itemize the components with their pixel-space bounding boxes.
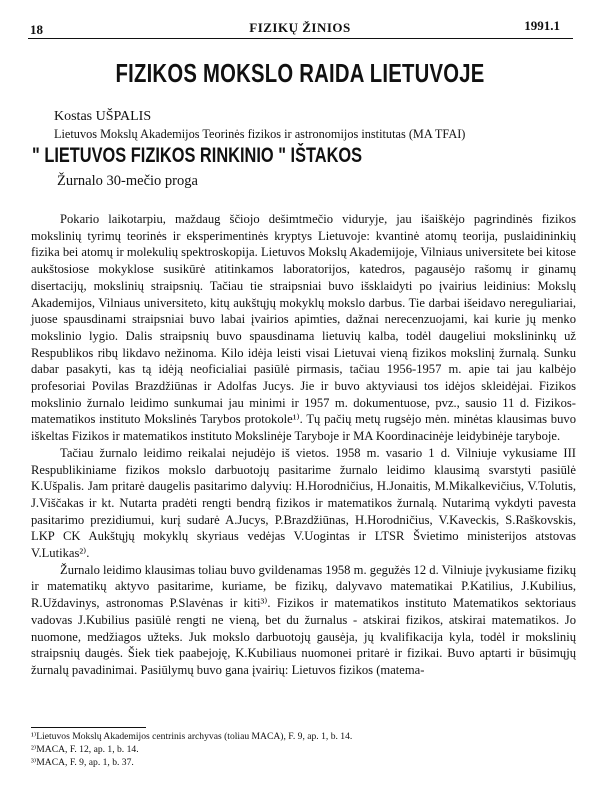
journal-name: FIZIKŲ ŽINIOS bbox=[249, 20, 351, 35]
body-paragraph: Žurnalo leidimo klausimas toliau buvo gvildenamas 1958 m. gegužės 12 d. Vilniuje įvykusiame fizikų ir matematikų aktyvo pasitarime, kuriame, be fizikų, dalyvavo matematikai P.Katilius, J.Kubilius, R.Uždavinys, astronomas P.Slavėnas ir kiti³⁾. Fizikos ir matematikos instituto Matematikos sektoriaus vadovas J.Kubilius pasiūlė rengti ne vieną, bet du žurnalus - atskirai fizikos, atskirai matematikos. Jo nuomone, medžiagos užteks. Juk mokslo darbuotojų gausėja, jų kvalifikacija kyla, todėl ir mokslinių straipsnių daugės. Šiek tiek paabejoję, K.Kubiliaus nuomonei pritarė ir fizikai. Buvo aptarti ir būsimųjų žurnalų pavadinimai. Pasiūlymų buvo gana įvairių: Lietuvos fizikos (matema- bbox=[31, 562, 576, 677]
article-body bbox=[31, 211, 576, 679]
footnote: ²⁾MACA, F. 12, ap. 1, b. 14. bbox=[31, 744, 139, 755]
article-subtitle: " LIETUVOS FIZIKOS RINKINIO " IŠTAKOS bbox=[32, 144, 363, 167]
author-affiliation: Lietuvos Mokslų Akademijos Teorinės fizikos ir astronomijos institutas (MA TFAI) bbox=[54, 127, 466, 141]
header-rule bbox=[28, 38, 573, 39]
footnotes bbox=[31, 730, 576, 769]
running-header bbox=[0, 16, 600, 38]
body-paragraph: Pokario laikotarpiu, maždaug ščiojo dešimtmečio viduryje, jau išaiškėjo pagrindinės fizikos mokslinių tyrimų teorinės ir eksperimentinės kryptys Lietuvoje: kvantinė atomų teorija, puslaidininkių fizika bei atomų ir molekulių spektroskopija. Lietuvos Mokslų Akademijoje, Vilniaus universitete bei kitose aukštosiose mokyklose susikūrė atitinkamos laboratorijos, katedros, pagausėjo rašomų ir ginamų disertacijų, mokslinių straipsnių. Tačiau tie straipsniai buvo išsklaidyti po įvairius leidinius: Mokslų Akademijos, Vilniaus universiteto, kitų aukštųjų mokyklų mokslo darbus. Tie darbai išeidavo nereguliariai, juose spausdinami straipsniai buvo labai įvairios apimties, dažnai nerecenzuojami, kai kurie jų menko mokslinio lygio. Dalis straipsnių buvo spausdinama lietuvių kalba, todėl daugeliui mokslininkų už Respublikos ribų likdavo nežinoma. Kilo idėja leisti visai Lietuvai vieną fizikos mokslinį žurnalą. Sunku dabar pasakyti, kas tą idėją neoficialiai pasiūlė pirmasis, tačiau 1956-1957 m. apie tai jau kalbėjo profesoriai Povilas Brazdžiūnas ir Adolfas Jucys. Jie ir buvo aktyviausi tos idėjos skleidėjai. Fizikos mokslinio žurnalo leidimo sunkumai jau minimi ir 1957 m. dokumentuose, pvz., sausio 11 d. Fizikos-matematikos instituto Mokslinės Tarybos protokole¹⁾. Tų pačių metų rugsėjo mėn. minėtas klausimas buvo iškeltas Fizikos ir matematikos instituto Mokslinėje Taryboje ir MA Koordinacinėje leidybinėje taryboje. bbox=[31, 212, 576, 444]
body-paragraph: Tačiau žurnalo leidimo reikalai nejudėjo iš vietos. 1958 m. vasario 1 d. Vilniuje vykusiame III Respublikiniame fizikos mokslo darbuotojų pasitarime žurnalo leidimo klausimą svarstyti pasiūlė K.Ušpalis. Jam pritarė daugelis pasitarimo dalyvių: H.Horodničius, H.Jonaitis, M.Mikalkevičius, V.Tolutis, J.Viščakas ir kt. Nutarta pradėti rengti bendrą fizikos ir matematikos žurnalą. Nutarimą vykdyti pavesta pasitarimo prezidiumui, kurį sudarė A.Jucys, P.Brazdžiūnas, H.Horodničius, V.Kaveckis, S.Raškovskis, LKP CK Aukštųjų mokyklų skyriaus vedėjas V.Uogintas ir LTSR Švietimo ministerijos atstovas V.Lutikas²⁾. bbox=[31, 445, 576, 561]
footnote: ¹⁾Lietuvos Mokslų Akademijos centrinis archyvas (toliau MACA), F. 9, ap. 1, b. 14. bbox=[31, 731, 353, 742]
author-name: Kostas UŠPALIS bbox=[54, 109, 152, 124]
page-number: 18 bbox=[30, 22, 43, 37]
issue-number: 1991.1 bbox=[524, 18, 560, 33]
footnote: ³⁾MACA, F. 9, ap. 1, b. 37. bbox=[31, 757, 134, 768]
article-occasion: Žurnalo 30-mečio proga bbox=[57, 173, 198, 189]
article-title: FIZIKOS MOKSLO RAIDA LIETUVOJE bbox=[115, 58, 485, 88]
footnote-rule bbox=[31, 727, 146, 728]
